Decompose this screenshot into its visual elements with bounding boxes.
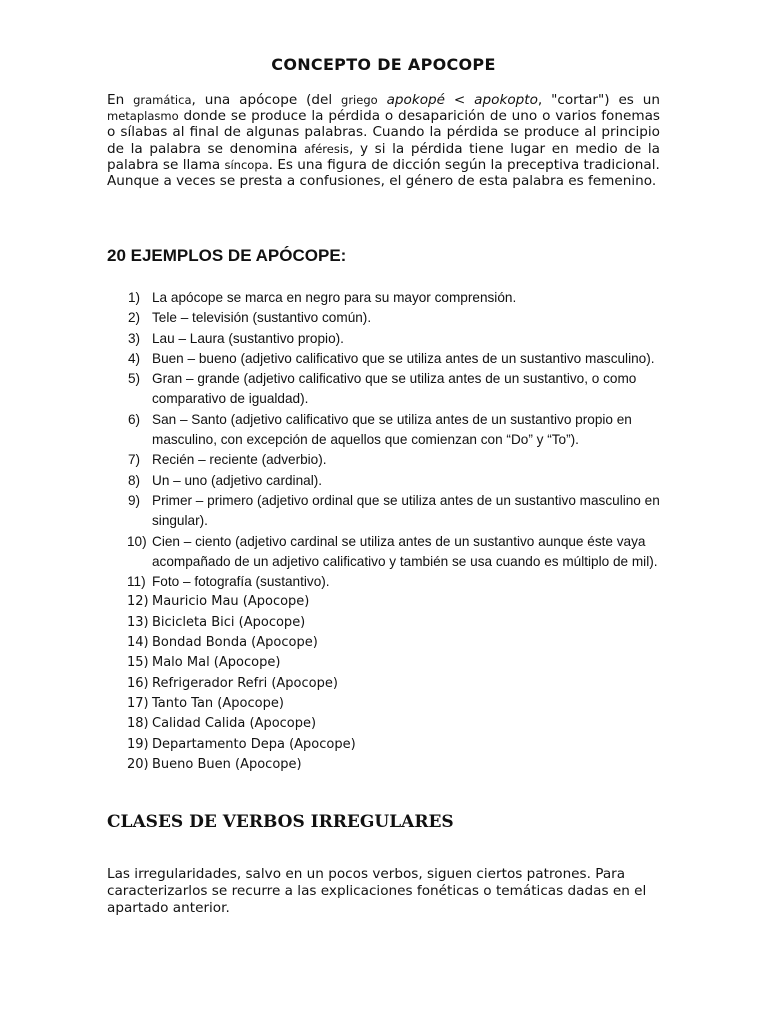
list-item-number: 14) [127, 635, 149, 651]
examples-list [107, 288, 667, 775]
list-item-number: 18) [127, 716, 149, 732]
list-item-text: Bondad Bonda (Apocope) [152, 635, 318, 651]
intro-term-aferesis: aféresis [304, 141, 350, 156]
list-item [107, 288, 667, 308]
list-item-number: 20) [127, 756, 149, 772]
list-item [107, 329, 667, 349]
intro-term-metaplasmo: metaplasmo [107, 109, 179, 124]
list-item-text: Malo Mal (Apocope) [152, 655, 281, 671]
list-item-text: Lau – Laura (sustantivo propio). [152, 330, 344, 346]
list-item-number: 6) [128, 411, 141, 427]
list-item [107, 450, 667, 470]
list-item-text: Refrigerador Refri (Apocope) [152, 675, 338, 691]
list-item-text: Buen – bueno (adjetivo calificativo que se utiliza antes de un sustantivo masculino). [152, 350, 655, 366]
list-item [107, 369, 667, 410]
list-item [107, 755, 667, 775]
list-item-text: Primer – primero (adjetivo ordinal que se utiliza antes de un sustantivo masculino en singular). [152, 492, 660, 529]
intro-text: donde se produce la pérdida o desaparición de uno o varios fonemas o sílabas al final de algunas palabras. Cuando la pérdida se produce al principio de la palabra se denomina [107, 108, 660, 157]
list-item-number: 4) [128, 350, 141, 366]
list-item [107, 613, 667, 633]
intro-term-griego: griego [341, 93, 378, 107]
list-item-text: Un – uno (adjetivo cardinal). [152, 472, 323, 488]
intro-term-sincopa: síncopa [224, 157, 269, 172]
list-item-number: 9) [128, 492, 141, 508]
list-item-text: Mauricio Mau (Apocope) [152, 594, 310, 610]
intro-text: En [107, 92, 134, 108]
intro-text [378, 92, 387, 108]
intro-text: , "cortar") es un [537, 92, 660, 108]
list-item-number: 13) [127, 614, 149, 630]
list-item [107, 653, 667, 673]
list-item-number: 8) [128, 472, 141, 488]
list-item-number: 12) [127, 594, 149, 610]
list-item-text: Foto – fotografía (sustantivo). [152, 574, 330, 590]
list-item-text: La apócope se marca en negro para su mayor comprensión. [152, 290, 517, 305]
examples-heading: 20 EJEMPLOS DE APÓCOPE: [107, 246, 347, 265]
list-item-text: Cien – ciento (adjetivo cardinal se utiliza antes de un sustantivo aunque éste vaya acompañado de un adjetivo calificativo y también se usa cuando es múltiplo de mil). [152, 533, 658, 569]
list-item-text: Calidad Calida (Apocope) [152, 716, 317, 732]
list-item-text: Bueno Buen (Apocope) [152, 756, 302, 772]
list-item-text: Bicicleta Bici (Apocope) [152, 614, 306, 630]
intro-text: , una apócope (del [191, 92, 342, 108]
list-item [107, 735, 667, 755]
list-item [107, 714, 667, 734]
list-item-number: 15) [127, 655, 149, 671]
list-item-number: 17) [127, 695, 149, 711]
list-item [107, 308, 667, 328]
list-item-text: San – Santo (adjetivo calificativo que se utiliza antes de un sustantivo propio en masculino, con excepción de aquellos que comienzan con “Do” y “To”). [152, 411, 632, 448]
list-item-number: 16) [127, 675, 149, 691]
intro-text: . Es una figura de dicción según la preceptiva tradicional. [268, 156, 660, 173]
list-item-number: 3) [128, 330, 141, 346]
list-item-number: 11) [127, 574, 146, 590]
list-item [107, 349, 667, 369]
list-item-number: 7) [128, 452, 141, 468]
list-item-number: 2) [128, 310, 141, 326]
list-item [107, 491, 667, 532]
list-item-text: Tanto Tan (Apocope) [152, 695, 284, 711]
list-item [107, 410, 667, 451]
intro-term-gramatica: gramática [133, 93, 192, 107]
closing-paragraph: Las irregularidades, salvo en un pocos verbos, siguen ciertos patrones. Para caracterizarlos se recurre a las explicaciones fonéticas o temáticas dadas en el apartado anterior. [107, 865, 647, 916]
intro-etymology: apokopé < apokopto [386, 92, 538, 108]
intro-paragraph-2: Aunque a veces se presta a confusiones, el género de esta palabra es femenino. [107, 173, 657, 190]
clases-heading: CLASES DE VERBOS IRREGULARES [107, 812, 454, 832]
list-item [107, 532, 667, 573]
list-item-text: Recién – reciente (adverbio). [152, 452, 327, 468]
list-item [107, 592, 667, 612]
list-item-text: Gran – grande (adjetivo calificativo que se utiliza antes de un sustantivo, o como comparativo de igualdad). [152, 371, 637, 407]
list-item [107, 471, 667, 491]
list-item-number: 19) [127, 736, 149, 752]
document-title: CONCEPTO DE APOCOPE [271, 55, 496, 74]
intro-paragraph [107, 92, 660, 173]
list-item-text: Tele – televisión (sustantivo común). [152, 310, 372, 326]
list-item [107, 674, 667, 694]
list-item-text: Departamento Depa (Apocope) [152, 736, 356, 752]
list-item-number: 5) [128, 371, 141, 387]
intro-text: , y si la pérdida tiene lugar en medio de la palabra se llama [107, 140, 661, 173]
list-item [107, 633, 667, 653]
list-item-number: 1) [128, 290, 141, 305]
list-item [107, 694, 667, 714]
list-item-number: 10) [127, 533, 147, 549]
list-item [107, 572, 667, 592]
intro-section [107, 92, 660, 189]
